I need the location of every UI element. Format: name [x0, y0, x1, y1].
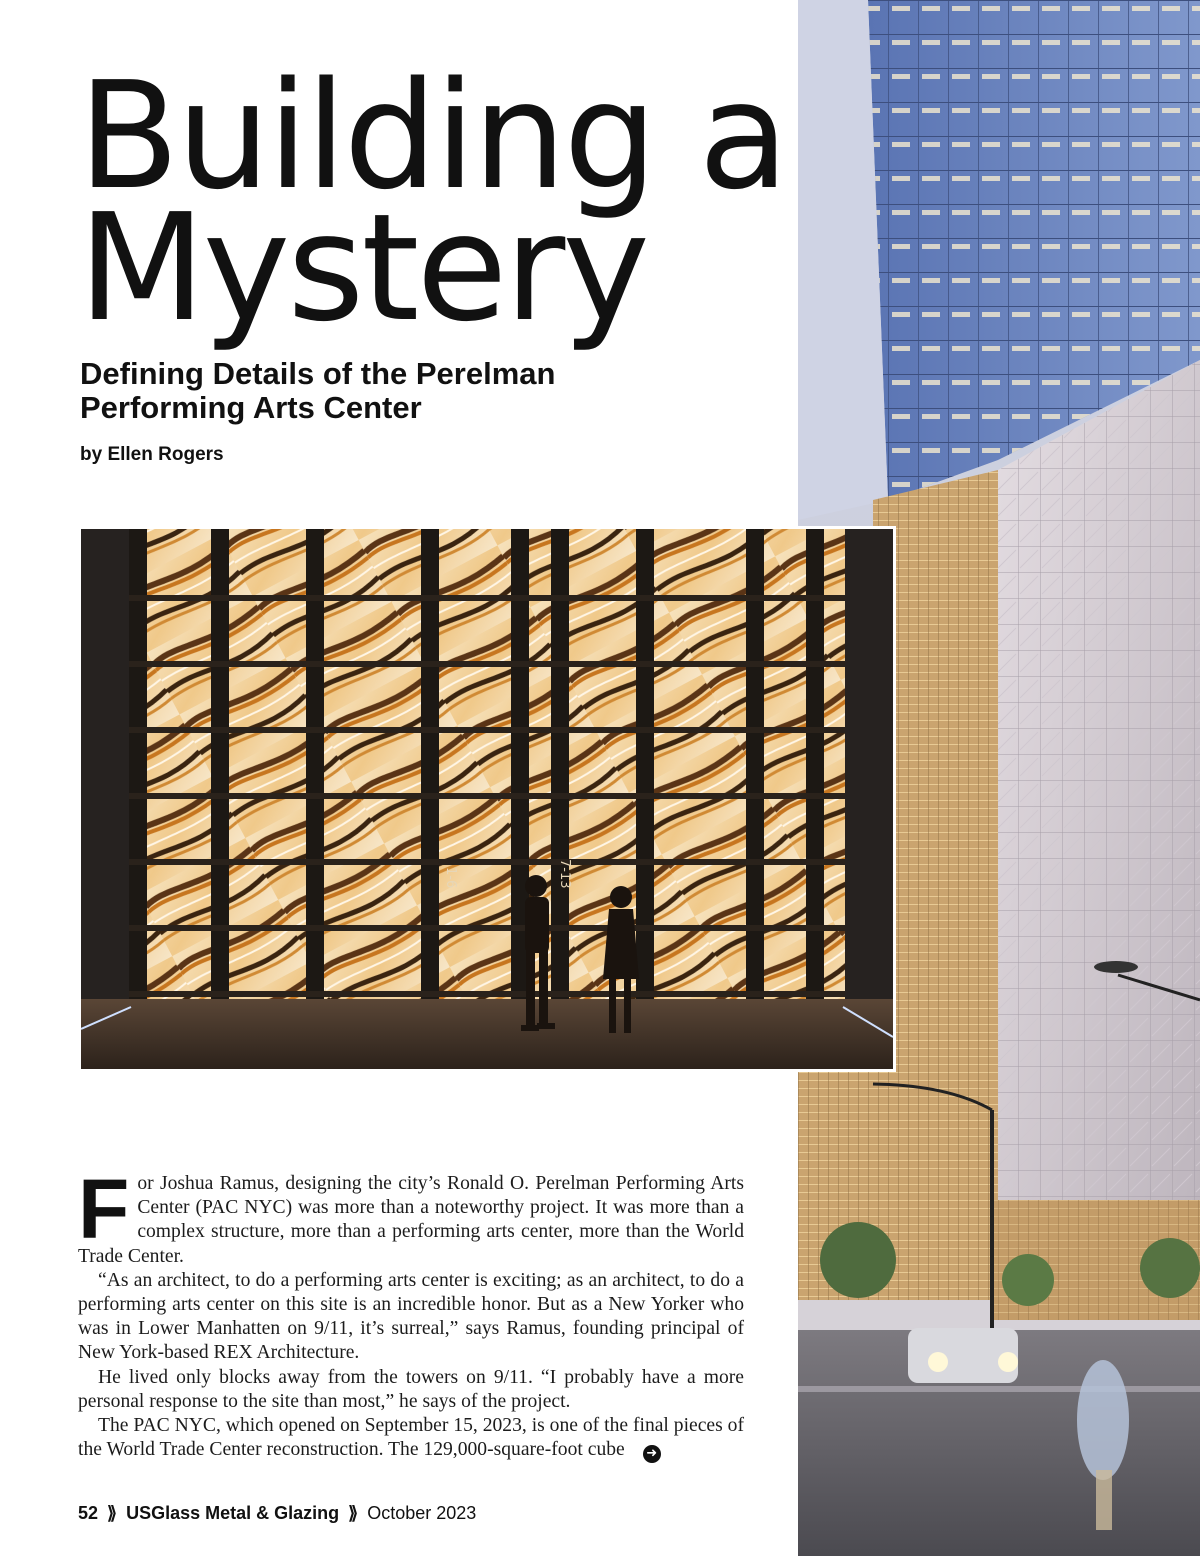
arrow-right-circle-icon: ➜: [643, 1445, 661, 1463]
magazine-name: USGlass Metal & Glazing: [126, 1503, 340, 1523]
headline-line-2: Mystery: [78, 182, 647, 354]
window-transom: [129, 595, 845, 601]
paragraph-4: [78, 1414, 744, 1463]
sign-right: 7-13: [557, 859, 572, 889]
paragraph-2: “As an architect, to do a performing arts center is exciting; as an architect, to do a performing arts center on this site is an incredible honor. But as a New Yorker who was in Lower Manhatten on 9/11, it’s surreal,” says Ramus, founding principal of New York-based REX Architecture.: [78, 1269, 744, 1364]
subheadline: [80, 357, 720, 425]
drop-cap: F: [78, 1162, 130, 1256]
byline: by Ellen Rogers: [80, 444, 224, 465]
window-transom: [129, 793, 845, 799]
article-body: [78, 1162, 744, 1463]
window-transom: [129, 859, 845, 865]
page-number: 52: [78, 1503, 99, 1523]
headline: [78, 50, 798, 354]
window-transom: [129, 727, 845, 733]
window-transom: [129, 661, 845, 667]
page-footer: [78, 1503, 476, 1524]
paragraph-4-text: The PAC NYC, which opened on September 15, 2023, is one of the final pieces of the World Trade Center reconstruction. The 129,000-square-foot cube: [78, 1415, 744, 1461]
window-transom: [129, 925, 845, 931]
footer-separator-1: ⟫: [107, 1503, 118, 1523]
subheadline-line-1: Defining Details of the Perelman: [80, 356, 556, 391]
subheadline-line-2: Performing Arts Center: [80, 390, 422, 425]
window-transom: [129, 991, 845, 997]
headline-line-1: Building a: [78, 50, 787, 222]
issue-date: October 2023: [367, 1503, 477, 1523]
sign-left: 1-6: [443, 867, 458, 889]
paragraph-1-text: or Joshua Ramus, designing the city’s Ronald O. Perelman Performing Arts Center (PAC NYC) was more than a noteworthy project. It was more than a complex structure, more than a performing arts center, more than the World Trade Center.: [78, 1173, 744, 1267]
paragraph-3: He lived only blocks away from the towers on 9/11. “I probably have a more personal response to the site than most,” he says of the project.: [78, 1366, 744, 1412]
onyx-wall-photo: [78, 526, 896, 1072]
onyx-wall-illustration: [81, 529, 893, 1069]
footer-separator-2: ⟫: [348, 1503, 359, 1523]
paragraph-1: [78, 1162, 744, 1269]
